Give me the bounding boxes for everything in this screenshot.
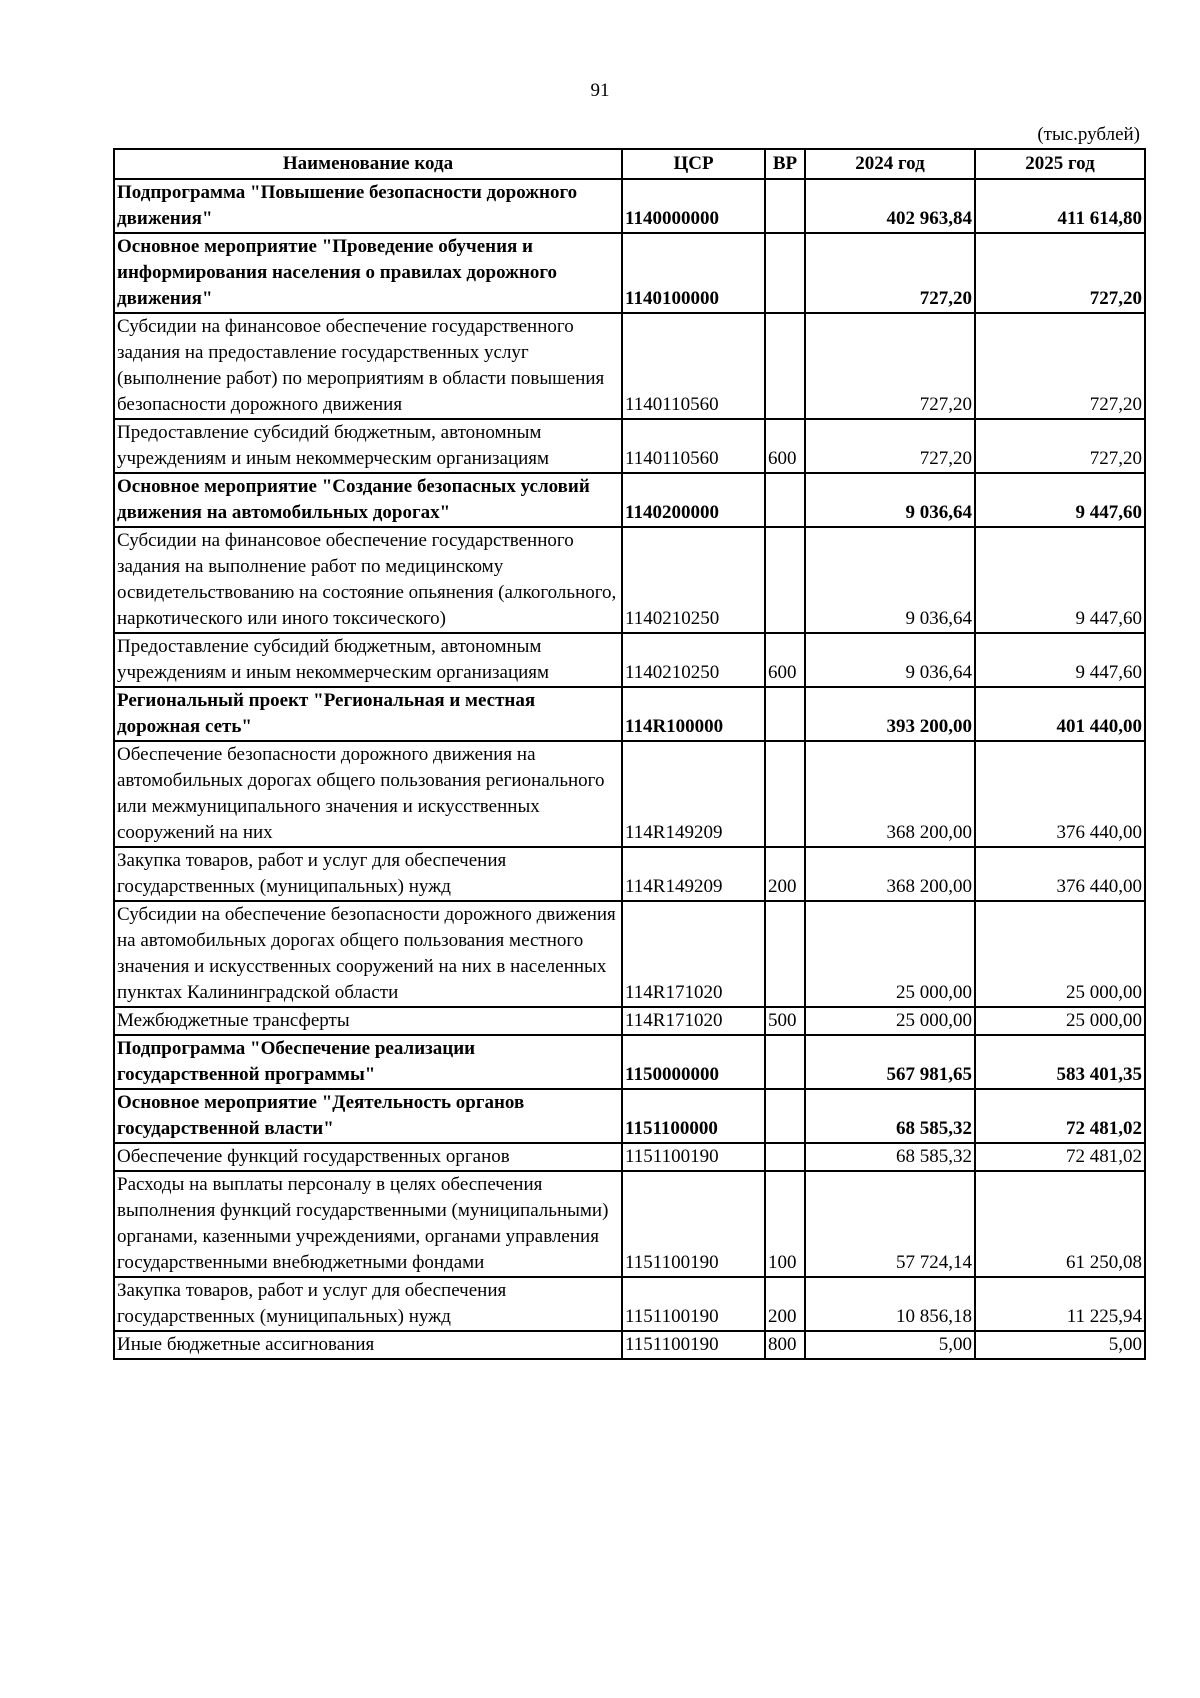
table-row	[114, 687, 1145, 741]
row-name-cell: Субсидии на обеспечение безопасности дорожного движения на автомобильных дорогах общего пользования местного значения и искусственных сооружений на них в населенных пунктах Калининградской области	[114, 901, 622, 1007]
row-vr-cell	[765, 741, 805, 847]
row-name-cell: Предоставление субсидий бюджетным, автономным учреждениям и иным некоммерческим организациям	[114, 633, 622, 687]
row-name-cell: Субсидии на финансовое обеспечение государственного задания на выполнение работ по медицинскому освидетельствованию на состояние опьянения (алкогольного, наркотического или иного токсического)	[114, 527, 622, 633]
row-csr-cell: 1140110560	[622, 313, 765, 419]
row-2024-cell: 25 000,00	[805, 901, 975, 1007]
table-row	[114, 1277, 1145, 1331]
row-vr-cell: 200	[765, 1277, 805, 1331]
units-note: (тыс.рублей)	[1037, 124, 1140, 145]
row-2025-cell: 11 225,94	[975, 1277, 1145, 1331]
row-csr-cell: 1151100190	[622, 1171, 765, 1277]
page-number: 91	[590, 80, 610, 101]
row-2024-cell: 567 981,65	[805, 1035, 975, 1089]
row-2024-cell: 368 200,00	[805, 741, 975, 847]
table-row	[114, 233, 1145, 313]
row-2024-cell: 68 585,32	[805, 1089, 975, 1143]
header-2024: 2024 год	[805, 149, 975, 179]
budget-table	[113, 148, 1146, 1360]
table-row	[114, 741, 1145, 847]
row-csr-cell: 1151100000	[622, 1089, 765, 1143]
row-csr-cell: 1151100190	[622, 1277, 765, 1331]
row-vr-cell	[765, 313, 805, 419]
row-vr-cell	[765, 1143, 805, 1171]
row-2025-cell: 727,20	[975, 233, 1145, 313]
table-row	[114, 1143, 1145, 1171]
row-name-cell: Основное мероприятие "Деятельность органов государственной власти"	[114, 1089, 622, 1143]
row-csr-cell: 114R100000	[622, 687, 765, 741]
row-csr-cell: 1140000000	[622, 179, 765, 233]
row-csr-cell: 1140110560	[622, 419, 765, 473]
table-row	[114, 1331, 1145, 1359]
row-name-cell: Основное мероприятие "Создание безопасных условий движения на автомобильных дорогах"	[114, 473, 622, 527]
row-name-cell: Иные бюджетные ассигнования	[114, 1331, 622, 1359]
row-2025-cell: 376 440,00	[975, 741, 1145, 847]
table-row	[114, 847, 1145, 901]
row-vr-cell	[765, 527, 805, 633]
row-name-cell: Расходы на выплаты персоналу в целях обеспечения выполнения функций государственными (муниципальными) органами, казенными учреждениями, органами управления государственными внебюджетными фондами	[114, 1171, 622, 1277]
row-name-cell: Субсидии на финансовое обеспечение государственного задания на предоставление государственных услуг (выполнение работ) по мероприятиям в области повышения безопасности дорожного движения	[114, 313, 622, 419]
row-2025-cell: 61 250,08	[975, 1171, 1145, 1277]
row-name-cell: Закупка товаров, работ и услуг для обеспечения государственных (муниципальных) нужд	[114, 1277, 622, 1331]
row-csr-cell: 114R149209	[622, 741, 765, 847]
row-vr-cell	[765, 901, 805, 1007]
row-vr-cell: 200	[765, 847, 805, 901]
row-name-cell: Обеспечение функций государственных органов	[114, 1143, 622, 1171]
row-csr-cell: 1151100190	[622, 1143, 765, 1171]
row-2024-cell: 393 200,00	[805, 687, 975, 741]
row-vr-cell: 100	[765, 1171, 805, 1277]
table-row	[114, 527, 1145, 633]
row-2024-cell: 9 036,64	[805, 633, 975, 687]
row-2024-cell: 727,20	[805, 313, 975, 419]
row-2024-cell: 57 724,14	[805, 1171, 975, 1277]
header-csr: ЦСР	[622, 149, 765, 179]
table-row	[114, 901, 1145, 1007]
table-row	[114, 633, 1145, 687]
row-vr-cell	[765, 687, 805, 741]
row-2024-cell: 402 963,84	[805, 179, 975, 233]
table-row	[114, 1035, 1145, 1089]
row-2025-cell: 583 401,35	[975, 1035, 1145, 1089]
row-vr-cell: 800	[765, 1331, 805, 1359]
row-csr-cell: 1150000000	[622, 1035, 765, 1089]
row-2025-cell: 72 481,02	[975, 1143, 1145, 1171]
row-2024-cell: 727,20	[805, 233, 975, 313]
row-name-cell: Предоставление субсидий бюджетным, автономным учреждениям и иным некоммерческим организациям	[114, 419, 622, 473]
row-vr-cell: 600	[765, 419, 805, 473]
row-vr-cell: 500	[765, 1007, 805, 1035]
row-2025-cell: 9 447,60	[975, 633, 1145, 687]
row-2025-cell: 376 440,00	[975, 847, 1145, 901]
row-2024-cell: 9 036,64	[805, 473, 975, 527]
table-row	[114, 1171, 1145, 1277]
row-name-cell: Подпрограмма "Обеспечение реализации государственной программы"	[114, 1035, 622, 1089]
row-2025-cell: 9 447,60	[975, 473, 1145, 527]
table-body	[114, 179, 1145, 1359]
row-csr-cell: 1140210250	[622, 633, 765, 687]
row-csr-cell: 114R171020	[622, 901, 765, 1007]
row-vr-cell: 600	[765, 633, 805, 687]
row-2025-cell: 401 440,00	[975, 687, 1145, 741]
table-row	[114, 473, 1145, 527]
row-name-cell: Межбюджетные трансферты	[114, 1007, 622, 1035]
table-row	[114, 1007, 1145, 1035]
row-2025-cell: 25 000,00	[975, 901, 1145, 1007]
header-2025: 2025 год	[975, 149, 1145, 179]
row-2024-cell: 10 856,18	[805, 1277, 975, 1331]
row-name-cell: Региональный проект "Региональная и местная дорожная сеть"	[114, 687, 622, 741]
row-2025-cell: 411 614,80	[975, 179, 1145, 233]
row-vr-cell	[765, 233, 805, 313]
header-name: Наименование кода	[114, 149, 622, 179]
row-2025-cell: 72 481,02	[975, 1089, 1145, 1143]
row-2025-cell: 25 000,00	[975, 1007, 1145, 1035]
row-2024-cell: 9 036,64	[805, 527, 975, 633]
row-2025-cell: 727,20	[975, 313, 1145, 419]
table-row	[114, 313, 1145, 419]
row-2024-cell: 68 585,32	[805, 1143, 975, 1171]
row-name-cell: Закупка товаров, работ и услуг для обеспечения государственных (муниципальных) нужд	[114, 847, 622, 901]
row-name-cell: Подпрограмма "Повышение безопасности дорожного движения"	[114, 179, 622, 233]
row-2024-cell: 25 000,00	[805, 1007, 975, 1035]
table-header-row	[114, 149, 1145, 179]
row-2025-cell: 9 447,60	[975, 527, 1145, 633]
row-csr-cell: 114R171020	[622, 1007, 765, 1035]
row-vr-cell	[765, 1035, 805, 1089]
row-2024-cell: 727,20	[805, 419, 975, 473]
row-2025-cell: 5,00	[975, 1331, 1145, 1359]
row-csr-cell: 1140210250	[622, 527, 765, 633]
row-vr-cell	[765, 179, 805, 233]
row-vr-cell	[765, 1089, 805, 1143]
row-name-cell: Обеспечение безопасности дорожного движения на автомобильных дорогах общего пользования регионального или межмуниципального значения и искусственных сооружений на них	[114, 741, 622, 847]
table-row	[114, 1089, 1145, 1143]
header-vr: ВР	[765, 149, 805, 179]
row-csr-cell: 1151100190	[622, 1331, 765, 1359]
table-row	[114, 179, 1145, 233]
row-csr-cell: 114R149209	[622, 847, 765, 901]
row-vr-cell	[765, 473, 805, 527]
row-2025-cell: 727,20	[975, 419, 1145, 473]
row-2024-cell: 368 200,00	[805, 847, 975, 901]
row-csr-cell: 1140100000	[622, 233, 765, 313]
row-2024-cell: 5,00	[805, 1331, 975, 1359]
row-name-cell: Основное мероприятие "Проведение обучения и информирования населения о правилах дорожного движения"	[114, 233, 622, 313]
row-csr-cell: 1140200000	[622, 473, 765, 527]
table-row	[114, 419, 1145, 473]
